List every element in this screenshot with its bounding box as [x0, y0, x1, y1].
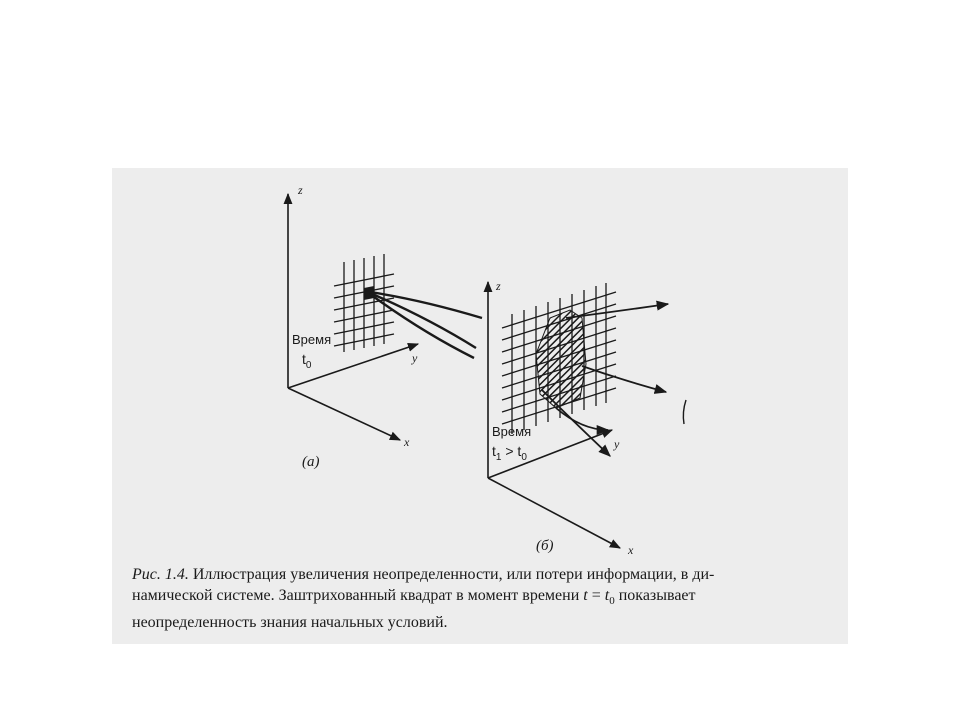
panel-a-x-label: x: [404, 435, 410, 449]
panel-a-grid: [334, 254, 394, 352]
stray-mark: [683, 400, 686, 424]
scanned-figure: [112, 168, 848, 644]
panel-b-label: (б): [536, 538, 554, 554]
panel-a-z-label: z: [298, 183, 303, 197]
panel-a-x-axis: [288, 388, 400, 440]
panel-a: [288, 183, 482, 470]
panel-a-time-value: $t_0$: [302, 351, 312, 371]
caption-figure-ref: Рис. 1.4.: [132, 566, 189, 583]
panel-a-y-label: y: [412, 351, 418, 365]
panel-b-x-label: x: [628, 543, 634, 557]
panel-b-y-label: y: [614, 437, 620, 451]
panel-b-time-value: $t_1 > t_0$: [492, 443, 527, 463]
caption-line-3: неопределенность знания начальных условий.: [132, 614, 448, 632]
panel-a-trajectories: [370, 292, 482, 358]
caption-line-1: Рис. 1.4. Иллюстрация увеличения неопределенности, или потери информации, в ди-: [132, 566, 715, 583]
figure-caption: [132, 564, 828, 633]
panel-b-time-label: Время: [492, 424, 532, 439]
panel-a-time-label: Время: [292, 332, 332, 347]
panel-b: [488, 279, 686, 557]
panel-a-label: (a): [302, 454, 320, 470]
panel-b-z-label: z: [496, 279, 501, 293]
caption-line-2: намической системе. Заштрихованный квадрат в момент времени $t = t_0$ показывает: [132, 587, 696, 608]
panel-b-x-axis: [488, 478, 620, 548]
